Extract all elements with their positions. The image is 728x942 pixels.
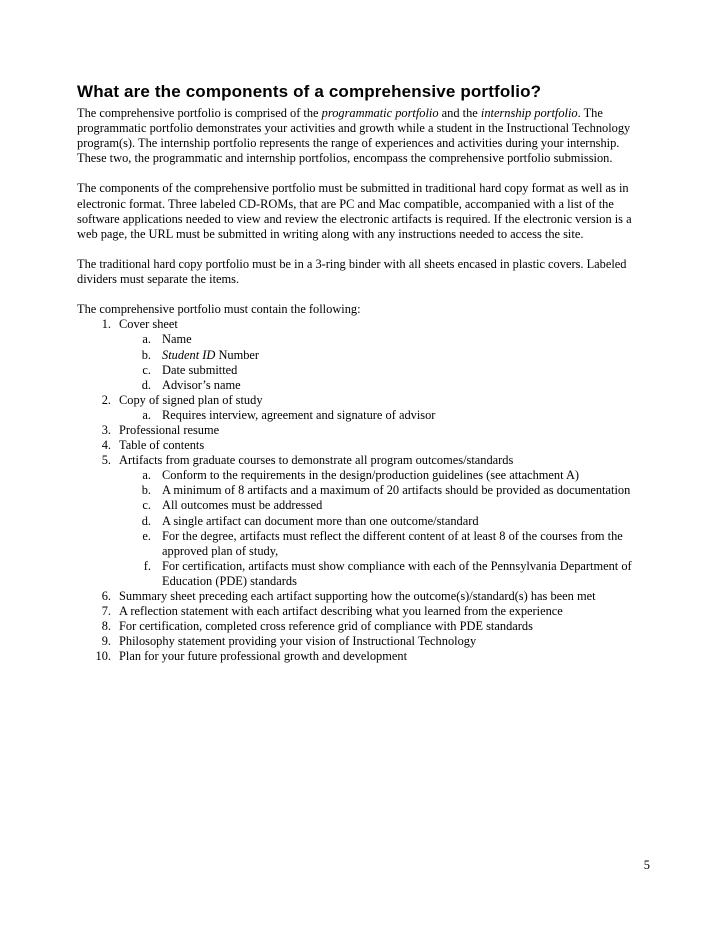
paragraph-formats: The components of the comprehensive portfolio must be submitted in traditional hard copy format as well as in electronic format. Three labeled CD-ROMs, that are PC and Mac compatible, accompanied with a list of the software applications needed to view and review the electronic artifacts is required. If the electronic version is a web page, the URL must be submitted in writing along with any instructions needed to access the site. — [77, 181, 632, 241]
list-item: 2. Copy of signed plan of study — [101, 392, 263, 407]
list-item: 8. For certification, completed cross reference grid of compliance with PDE standards — [101, 619, 533, 634]
para1-text-a: The comprehensive portfolio is comprised of the — [77, 106, 322, 120]
list-item: 6. Summary sheet preceding each artifact supporting how the outcome(s)/standard(s) has been met — [101, 589, 596, 603]
list-item: 10. Plan for your future professional growth and development — [95, 649, 408, 664]
list-item: 7. A reflection statement with each artifact describing what you learned from the experience — [101, 604, 563, 619]
list-item: 9. Philosophy statement providing your vision of Instructional Technology — [101, 634, 477, 649]
para1-text-c: and the — [438, 106, 481, 120]
sub-list-item: a. Requires interview, agreement and signature of advisor — [142, 407, 436, 422]
list-item: 5. Artifacts from graduate courses to demonstrate all program outcomes/standards — [101, 453, 514, 468]
sub-list-item: f. For certification, artifacts must show compliance with each of the Pennsylvania Department of Education (PDE) standards — [143, 558, 632, 588]
list-item: 4. Table of contents — [101, 438, 205, 453]
sub-list-item: b. A minimum of 8 artifacts and a maximum of 20 artifacts should be provided as documentation — [141, 483, 631, 498]
para1-text-e: . The programmatic portfolio demonstrates your activities and growth while a student in the Instructional Technology program(s). The internship portfolio represents the range of experiences and activities during your internship. These two, the programmatic and internship portfolios, encompass the comprehensive portfolio submission. — [77, 106, 631, 166]
paragraph-binder: The traditional hard copy portfolio must be in a 3-ring binder with all sheets encased in plastic covers. Labeled dividers must separate the items. — [77, 256, 627, 287]
sub-list-item: c. Date submitted — [142, 362, 238, 377]
sub-list-item: c. All outcomes must be addressed — [142, 498, 323, 513]
page-number: 5 — [643, 858, 650, 872]
page-content — [77, 82, 651, 664]
sub-list-item: b. Student ID Number — [141, 347, 260, 362]
list-item: 1. Cover sheet — [101, 317, 178, 332]
sub-list-item: d. A single artifact can document more than one outcome/standard — [141, 513, 479, 528]
components-list — [77, 317, 651, 664]
sub-list-item: d. Advisor’s name — [141, 377, 241, 392]
sub-list-item: a. Conform to the requirements in the design/production guidelines (see attachment A) — [142, 468, 580, 483]
section-heading: What are the components of a comprehensive portfolio? — [77, 82, 542, 101]
paragraph-intro — [77, 106, 651, 166]
student-id-italic: Student ID — [162, 347, 216, 362]
list-intro: The comprehensive portfolio must contain the following: — [77, 302, 361, 317]
para1-italic-programmatic: programmatic portfolio — [321, 106, 439, 120]
para1-italic-internship: internship portfolio — [480, 106, 578, 120]
sub-list-item: e. For the degree, artifacts must reflect the different content of at least 8 of the courses from the approved plan of study, — [142, 528, 623, 558]
list-item: 3. Professional resume — [101, 422, 220, 437]
sub-list-item: a. Name — [142, 332, 192, 347]
